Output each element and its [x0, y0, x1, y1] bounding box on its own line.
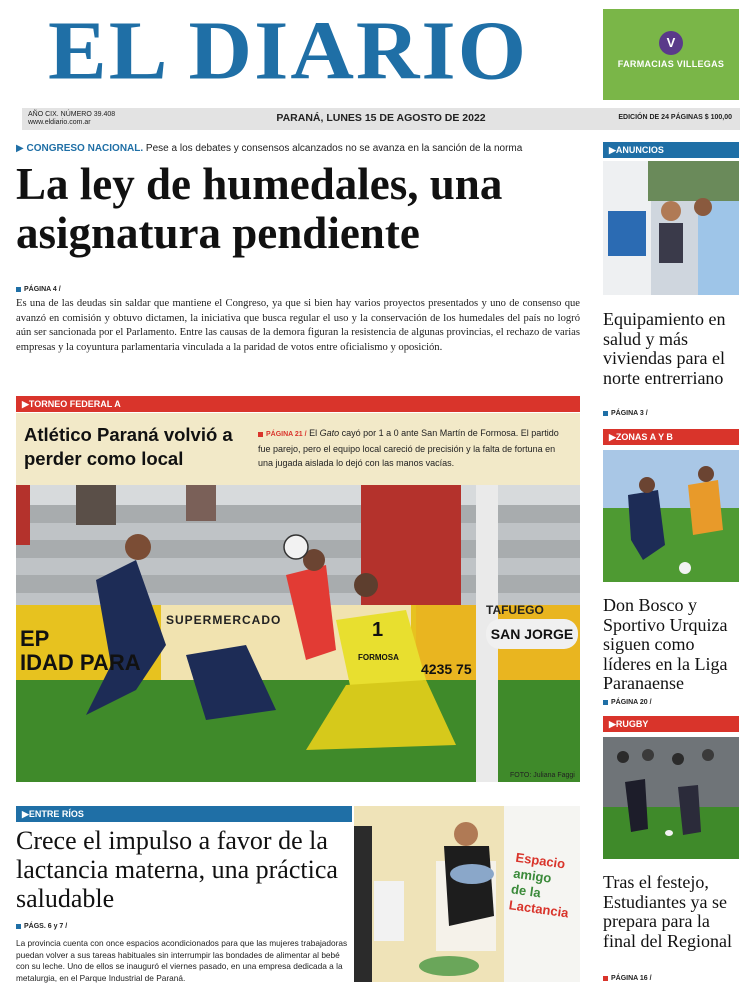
zonas-football-image [603, 450, 739, 582]
square-bullet-icon [16, 287, 21, 292]
banner-text-left-2: IDAD PARA [20, 650, 141, 675]
rugby-page-ref-text: PÁGINA 16 / [611, 975, 652, 982]
triangle-bullet-icon: ▶ [16, 143, 24, 154]
kicker-tag: CONGRESO NACIONAL. [26, 143, 144, 154]
rugby-page-ref[interactable] [603, 975, 652, 982]
rugby-headline[interactable]: Tras el festejo, Estudiantes ya se prepara para la final del Regional [603, 872, 732, 951]
square-bullet-icon [603, 976, 608, 981]
info-bar [22, 108, 740, 130]
section-label: TORNEO FEDERAL A [28, 399, 121, 409]
section-label: ANUNCIOS [615, 145, 664, 155]
zonas-photo [603, 450, 739, 582]
jersey-text: FORMOSA [358, 653, 399, 662]
sport-text-prefix: El [306, 428, 320, 438]
lactancia-page-ref-text: PÁGS. 6 y 7 / [24, 923, 68, 930]
sport-box [16, 413, 580, 485]
lactancia-body: La provincia cuenta con once espacios acondicionados para que las mujeres trabajadoras puedan volver a sus tareas habituales sin interrumpir las bondades de alimentar al bebé con su leche. Uno de ellos se inauguró el viernes pasado, en una empresa dedicada a la metalurgia, en el Parque Industrial de Paraná. [16, 938, 348, 983]
ambulance-image [603, 161, 739, 295]
section-entre-rios: ▶ENTRE RÍOS [16, 806, 352, 822]
banner-text-supermercado: SUPERMERCADO [166, 613, 282, 627]
pharmacy-logo-icon: V [659, 31, 683, 55]
section-zonas: ▶ZONAS A Y B [603, 429, 739, 445]
banner-text-left-1: EP [20, 626, 50, 651]
rugby-photo [603, 737, 739, 859]
zonas-page-ref[interactable] [603, 699, 652, 706]
square-bullet-icon [258, 432, 263, 437]
sport-text-rest: cayó por 1 a 0 ante San Martín de Formosa. El partido fue parejo, pero el equipo local careció de precisión y la falta de fortuna en una jugada aislada lo dejó con las manos vacías. [258, 428, 559, 468]
jersey-number: 1 [372, 619, 384, 641]
banner-text-right-2: SAN JORGE [486, 619, 578, 649]
section-label: ENTRE RÍOS [28, 809, 84, 819]
banner-text-right-1: TAFUEGO [486, 603, 544, 617]
photo-credit: FOTO: Juliana Faggi [510, 772, 575, 779]
section-anuncios: ▶ANUNCIOS [603, 142, 739, 158]
sign-text-4: Lactancia [508, 897, 570, 921]
lactancia-headline[interactable]: Crece el impulso a favor de la lactancia materna, una práctica saludable [16, 826, 338, 913]
issue-number: AÑO CIX. NÚMERO 39.408 [28, 111, 116, 118]
anuncios-photo [603, 161, 739, 295]
lactancia-page-ref[interactable] [16, 923, 67, 930]
banner-phone: 4235 75 [421, 661, 472, 677]
pharmacy-ad[interactable] [603, 9, 739, 100]
square-bullet-icon [16, 924, 21, 929]
sport-page-ref-text: PÁGINA 21 / [266, 431, 307, 438]
lead-page-ref-text: PÁGINA 4 / [24, 286, 61, 293]
edition-price: EDICIÓN DE 24 PÁGINAS $ 100,00 [618, 114, 732, 121]
zonas-headline[interactable]: Don Bosco y Sportivo Urquiza siguen como líderes en la Liga Paranaense [603, 595, 728, 693]
lead-body: Es una de las deudas sin saldar que mantiene el Congreso, ya que si bien hay varios proyectos presentados y uno de consenso que avanzó en comisión y obtuvo dictamen, la iniciativa que busca regular el uso y la conservación de los humedales del país no logró aún ser sancionada por el Parlamento. Entre las causas de la demora figuran la resistencia de algunas provincias, el rechazo de varias empresas y la coyuntura parlamentaria vinculada a la paridad de votos entre oficialismo y oposición. [16, 298, 580, 353]
rugby-image [603, 737, 739, 859]
pharmacy-ad-text: FARMACIAS VILLEGAS [617, 59, 725, 69]
sign-text-3: de la [510, 881, 542, 901]
edition-date: PARANÁ, LUNES 15 DE AGOSTO DE 2022 [276, 112, 486, 124]
sport-page-ref[interactable] [258, 431, 307, 438]
anuncios-page-ref[interactable] [603, 410, 648, 417]
square-bullet-icon [603, 411, 608, 416]
sport-headline[interactable]: Atlético Paraná volvió a perder como local [24, 424, 233, 469]
section-rugby: ▶RUGBY [603, 716, 739, 732]
lactancia-photo [354, 806, 580, 982]
anuncios-page-ref-text: PÁGINA 3 / [611, 410, 648, 417]
kicker-text: Pese a los debates y consensos alcanzados no se avanza en la sanción de la norma [143, 143, 523, 154]
football-photo [16, 485, 580, 782]
square-bullet-icon [603, 700, 608, 705]
masthead-logo: EL DIARIO [48, 5, 529, 98]
section-label: RUGBY [615, 719, 649, 729]
lead-kicker [16, 143, 522, 154]
website-link[interactable]: www.eldiario.com.ar [28, 119, 91, 126]
anuncios-headline[interactable]: Equipamiento en salud y más viviendas para el norte entrerriano [603, 309, 726, 388]
section-torneo-federal: ▶TORNEO FEDERAL A [16, 396, 580, 412]
lead-headline[interactable]: La ley de humedales, una asignatura pendiente [16, 159, 503, 258]
section-label: ZONAS A Y B [615, 432, 673, 442]
sport-text-italic: Gato [319, 428, 340, 438]
lead-page-ref[interactable] [16, 286, 61, 293]
zonas-page-ref-text: PÁGINA 20 / [611, 699, 652, 706]
sign-text-2: amigo [512, 865, 553, 886]
sign-text-1: Espacio [514, 849, 567, 872]
sport-summary [258, 426, 568, 470]
